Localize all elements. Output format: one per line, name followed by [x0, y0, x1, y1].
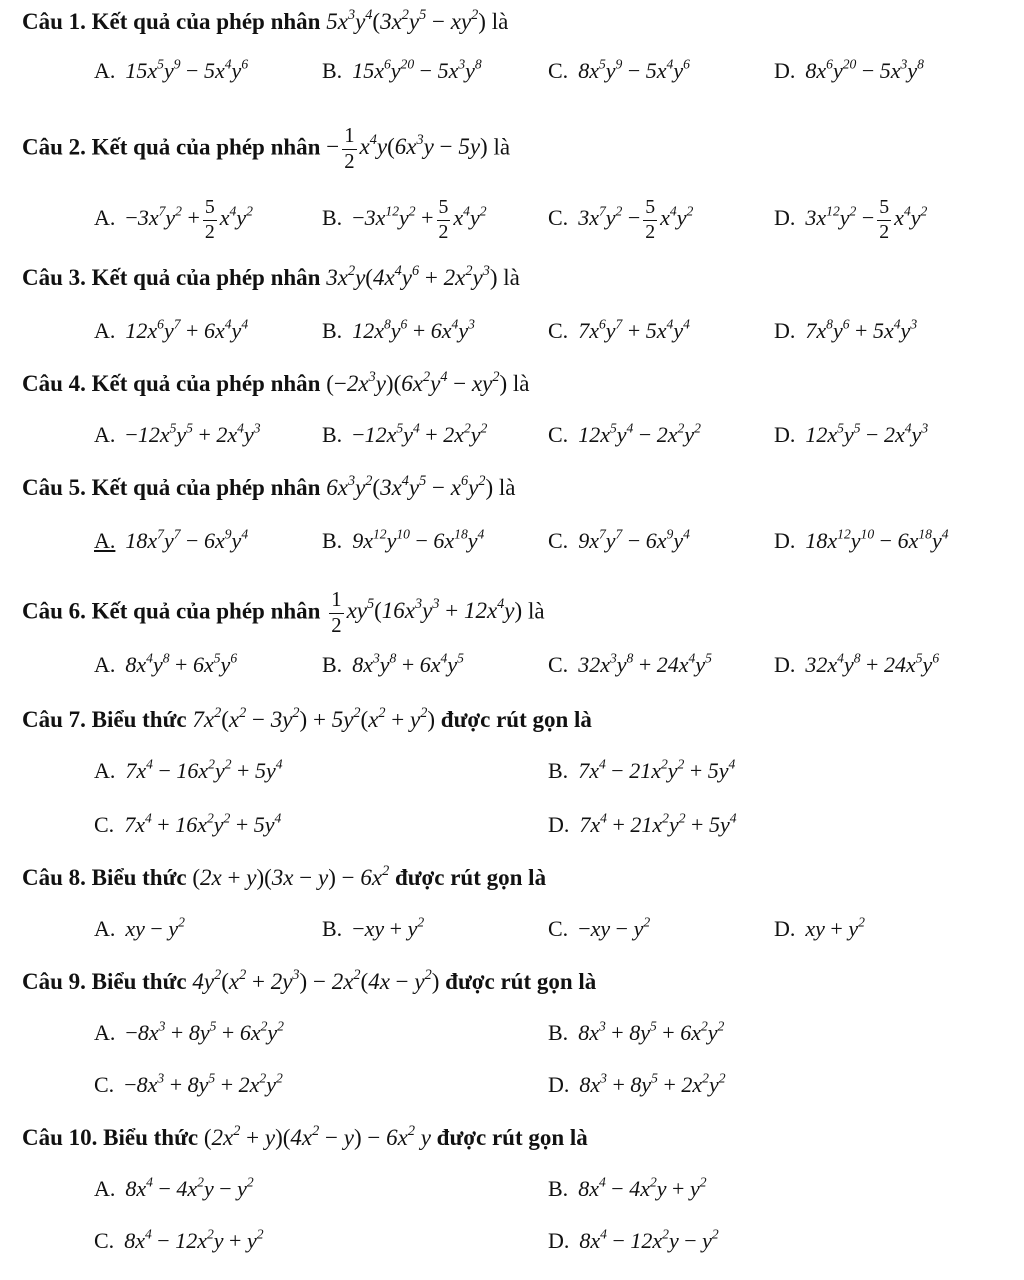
question-3-option-b[interactable]: B. $12x^8y^6 + 6x^4y^3$ — [322, 316, 475, 343]
question-suffix: là — [493, 134, 511, 160]
question-stem: Kết quả của phép nhân — [91, 598, 321, 624]
question-10-option-d[interactable]: D. $8x^4 - 12x^2y - y^2$ — [548, 1226, 719, 1253]
question-label: Câu 5. — [22, 475, 86, 500]
question-stem: Biểu thức — [91, 865, 187, 890]
question-stem: Kết quả của phép nhân — [91, 371, 321, 396]
question-4-option-d[interactable]: D. $12x^5y^5 - 2x^4y^3$ — [774, 420, 929, 447]
question-4-title — [22, 369, 530, 396]
question-9-option-b[interactable]: B. $8x^3 + 8y^5 + 6x^2y^2$ — [548, 1018, 725, 1045]
question-7-option-b[interactable]: B. $7x^4 - 21x^2y^2 + 5y^4$ — [548, 756, 736, 783]
question-6-option-a[interactable]: A. $8x^4y^8 + 6x^5y^6$ — [94, 650, 238, 677]
question-5-option-d[interactable]: D. $18x^{12}y^{10} - 6x^{18}y^4$ — [774, 526, 949, 553]
question-2-option-d[interactable]: D. $3x^{12}y^2$ − $\frac{5}{2}$ $x^4y^2$ — [774, 196, 928, 243]
question-5-title — [22, 473, 516, 500]
question-8-option-d[interactable]: D. xy + $y^2$ — [774, 914, 865, 941]
question-expression: $7x^2(x^2 - 3y^2) + 5y^2(x^2 + y^2)$ — [192, 705, 436, 732]
question-suffix: được rút gọn là — [436, 1125, 588, 1150]
question-expression: − $\frac{1}{2}$ $x^4y(6x^3y - 5y)$ — [326, 125, 488, 173]
question-label: Câu 7. — [22, 707, 86, 732]
question-7-title — [22, 705, 592, 732]
question-10-option-c[interactable]: C. $8x^4 - 12x^2y + y^2$ — [94, 1226, 264, 1253]
question-stem: Biểu thức — [91, 969, 187, 994]
question-stem: Kết quả của phép nhân — [91, 134, 321, 160]
question-6-option-b[interactable]: B. $8x^3y^8 + 6x^4y^5$ — [322, 650, 464, 677]
question-expression: $(2x + y)(3x - y) - 6x^2$ — [192, 863, 390, 890]
question-8-option-a[interactable]: A. xy − $y^2$ — [94, 914, 185, 941]
question-2-title — [22, 126, 510, 172]
question-5-option-a[interactable]: A. $18x^7y^7 - 6x^9y^4$ — [94, 526, 249, 553]
question-expression: $(-2x^3y)(6x^2y^4 - xy^2)$ — [326, 369, 508, 396]
question-8-option-c[interactable]: C. $-xy - y^2$ — [548, 914, 651, 941]
question-suffix: là — [527, 598, 545, 624]
question-label: Câu 1. — [22, 9, 86, 34]
question-9-title — [22, 967, 597, 994]
question-1-option-d[interactable]: D. $8x^6y^{20} - 5x^3y^8$ — [774, 56, 924, 83]
question-7-option-d[interactable]: D. $7x^4 + 21x^2y^2 + 5y^4$ — [548, 810, 737, 837]
question-stem: Kết quả của phép nhân — [91, 9, 321, 34]
question-9-option-a[interactable]: A. $-8x^3 + 8y^5 + 6x^2y^2$ — [94, 1018, 284, 1045]
question-5-option-b[interactable]: B. $9x^{12}y^{10} - 6x^{18}y^4$ — [322, 526, 485, 553]
question-9-option-c[interactable]: C. $-8x^3 + 8y^5 + 2x^2y^2$ — [94, 1070, 283, 1097]
question-stem: Biểu thức — [103, 1125, 199, 1150]
question-label: Câu 8. — [22, 865, 86, 890]
question-suffix: được rút gọn là — [445, 969, 597, 994]
question-expression: $\frac{1}{2}$ $xy^5(16x^3y^3 + 12x^4y)$ — [331, 589, 523, 637]
question-expression: $5x^3y^4(3x^2y^5 - xy^2)$ — [326, 7, 486, 34]
question-7-option-c[interactable]: C. $7x^4 + 16x^2y^2 + 5y^4$ — [94, 810, 282, 837]
question-3-option-a[interactable]: A. $12x^6y^7 + 6x^4y^4$ — [94, 316, 249, 343]
question-2-option-c[interactable]: C. $3x^7y^2$ − $\frac{5}{2}$ $x^4y^2$ — [548, 196, 694, 243]
question-9-option-d[interactable]: D. $8x^3 + 8y^5 + 2x^2y^2$ — [548, 1070, 726, 1097]
question-10-title — [22, 1123, 588, 1150]
question-5-option-c[interactable]: C. $9x^7y^7 - 6x^9y^4$ — [548, 526, 690, 553]
question-1-title — [22, 7, 509, 34]
question-label: Câu 10. — [22, 1125, 98, 1150]
question-stem: Kết quả của phép nhân — [91, 265, 321, 290]
question-10-option-a[interactable]: A. $8x^4 - 4x^2y - y^2$ — [94, 1174, 254, 1201]
question-4-option-a[interactable]: A. $-12x^5y^5 + 2x^4y^3$ — [94, 420, 261, 447]
question-label: Câu 3. — [22, 265, 86, 290]
question-3-option-d[interactable]: D. $7x^8y^6 + 5x^4y^3$ — [774, 316, 918, 343]
question-1-option-c[interactable]: C. $8x^5y^9 - 5x^4y^6$ — [548, 56, 690, 83]
question-6-option-d[interactable]: D. $32x^4y^8 + 24x^5y^6$ — [774, 650, 940, 677]
question-7-option-a[interactable]: A. $7x^4 - 16x^2y^2 + 5y^4$ — [94, 756, 283, 783]
question-expression: $3x^2y(4x^4y^6 + 2x^2y^3)$ — [326, 263, 498, 290]
question-8-title — [22, 863, 547, 890]
question-3-title — [22, 263, 520, 290]
question-1-option-b[interactable]: B. $15x^6y^{20} - 5x^3y^8$ — [322, 56, 482, 83]
question-expression: $6x^3y^2(3x^4y^5 - x^6y^2)$ — [326, 473, 494, 500]
question-6-title — [22, 590, 545, 636]
question-expression: $4y^2(x^2 + 2y^3) - 2x^2(4x - y^2)$ — [192, 967, 440, 994]
question-6-option-c[interactable]: C. $32x^3y^8 + 24x^4y^5$ — [548, 650, 712, 677]
question-suffix: là — [503, 265, 520, 290]
question-suffix: được rút gọn là — [394, 865, 547, 890]
question-suffix: là — [512, 371, 530, 396]
question-stem: Kết quả của phép nhân — [91, 475, 321, 500]
question-suffix: được rút gọn là — [440, 707, 592, 732]
question-expression: $(2x^2 + y)(4x^2 - y) - 6x^2$ y — [203, 1123, 431, 1150]
question-4-option-c[interactable]: C. $12x^5y^4 - 2x^2y^2$ — [548, 420, 701, 447]
question-stem: Biểu thức — [91, 707, 187, 732]
question-2-option-b[interactable]: B. $-3x^{12}y^2$ + $\frac{5}{2}$ $x^4y^2$ — [322, 196, 487, 243]
question-label: Câu 9. — [22, 969, 86, 994]
question-10-option-b[interactable]: B. $8x^4 - 4x^2y + y^2$ — [548, 1174, 707, 1201]
question-label: Câu 6. — [22, 598, 86, 624]
question-label: Câu 4. — [22, 371, 86, 396]
question-3-option-c[interactable]: C. $7x^6y^7 + 5x^4y^4$ — [548, 316, 690, 343]
question-suffix: là — [498, 475, 516, 500]
question-8-option-b[interactable]: B. $-xy + y^2$ — [322, 914, 425, 941]
question-suffix: là — [491, 9, 509, 34]
question-4-option-b[interactable]: B. $-12x^5y^4 + 2x^2y^2$ — [322, 420, 488, 447]
question-1-option-a[interactable]: A. $15x^5y^9 - 5x^4y^6$ — [94, 56, 249, 83]
question-label: Câu 2. — [22, 134, 86, 160]
question-2-option-a[interactable]: A. $-3x^7y^2$ + $\frac{5}{2}$ $x^4y^2$ — [94, 196, 253, 243]
